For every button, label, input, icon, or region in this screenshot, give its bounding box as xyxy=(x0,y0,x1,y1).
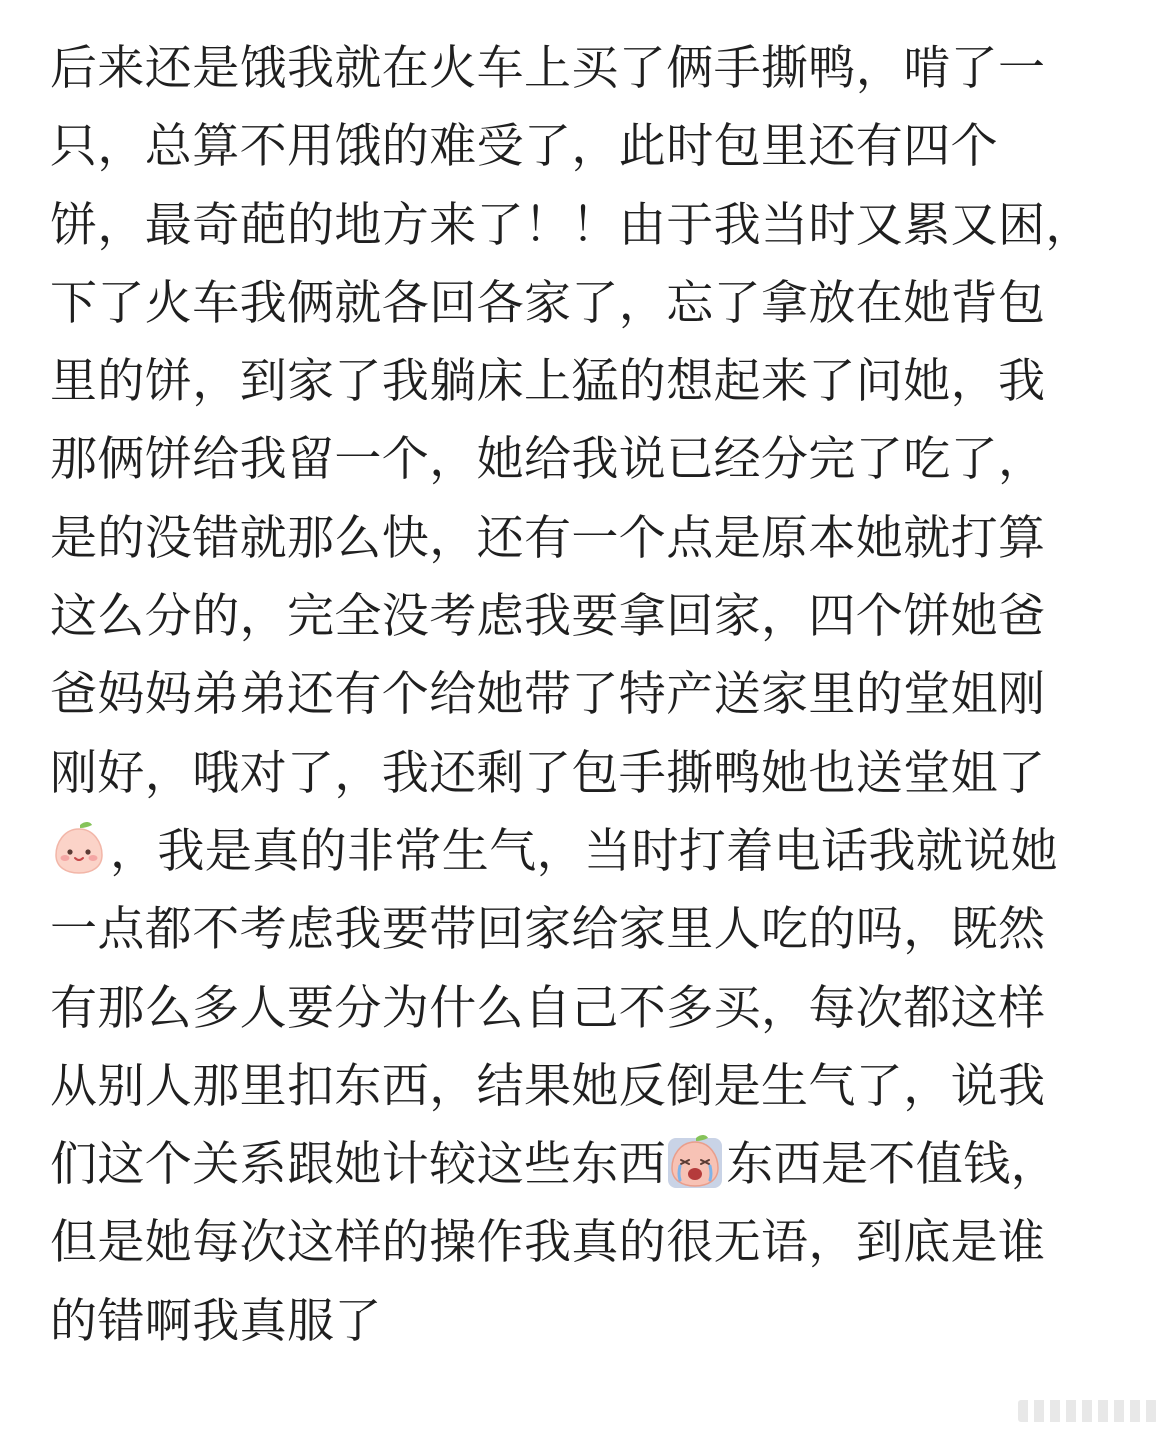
post-line-5: 里的饼，到家了我躺床上猛的想起来了问她，我 xyxy=(50,354,1046,410)
post-line-8: 这么分的，完全没考虑我要拿回家，四个饼她爸 xyxy=(50,589,1046,645)
post-line-15-text-a: 们这个关系跟她计较这些东西 xyxy=(50,1137,667,1193)
post-line-2: 只，总算不用饿的难受了，此时包里还有四个 xyxy=(50,119,998,175)
post-body xyxy=(50,30,1093,1361)
post-line-12: 一点都不考虑我要带回家给家里人吃的吗，既然 xyxy=(50,902,1046,958)
post-line-14: 从别人那里扣东西，结果她反倒是生气了，说我 xyxy=(50,1058,1046,1114)
post-line-11-text: ，我是真的非常生气，当时打着电话我就说她 xyxy=(110,823,1058,879)
post-line-11 xyxy=(50,813,1090,891)
peach-smile-emoji-icon xyxy=(50,819,108,877)
watermark-logo-icon xyxy=(1018,1400,1158,1422)
post-line-16: 但是她每次这样的操作我真的很无语，到底是谁 xyxy=(50,1215,1046,1271)
post-line-4: 下了火车我俩就各回各家了，忘了拿放在她背包 xyxy=(50,275,1046,331)
post-line-9: 爸妈妈弟弟还有个给她带了特产送家里的堂姐刚 xyxy=(50,667,1046,723)
post-line-17: 的错啊我真服了 xyxy=(50,1293,382,1349)
post-line-1: 后来还是饿我就在火车上买了俩手撕鸭，啃了一 xyxy=(50,41,1046,96)
post-line-13: 有那么多人要分为什么自己不多买，每次都这样 xyxy=(50,980,1046,1036)
watermark xyxy=(1018,1400,1158,1422)
post-line-3: 饼，最奇葩的地方来了！！由于我当时又累又困， xyxy=(50,197,1093,253)
peach-crying-emoji-icon xyxy=(666,1132,724,1190)
post-line-6: 那俩饼给我留一个，她给我说已经分完了吃了， xyxy=(50,432,1046,488)
post-line-15 xyxy=(50,1126,1090,1204)
post-line-7: 是的没错就那么快，还有一个点是原本她就打算 xyxy=(50,510,1046,566)
post-line-15-text-b: 东西是不值钱， xyxy=(726,1137,1059,1193)
post-line-10: 刚好，哦对了，我还剩了包手撕鸭她也送堂姐了 xyxy=(50,745,1046,801)
